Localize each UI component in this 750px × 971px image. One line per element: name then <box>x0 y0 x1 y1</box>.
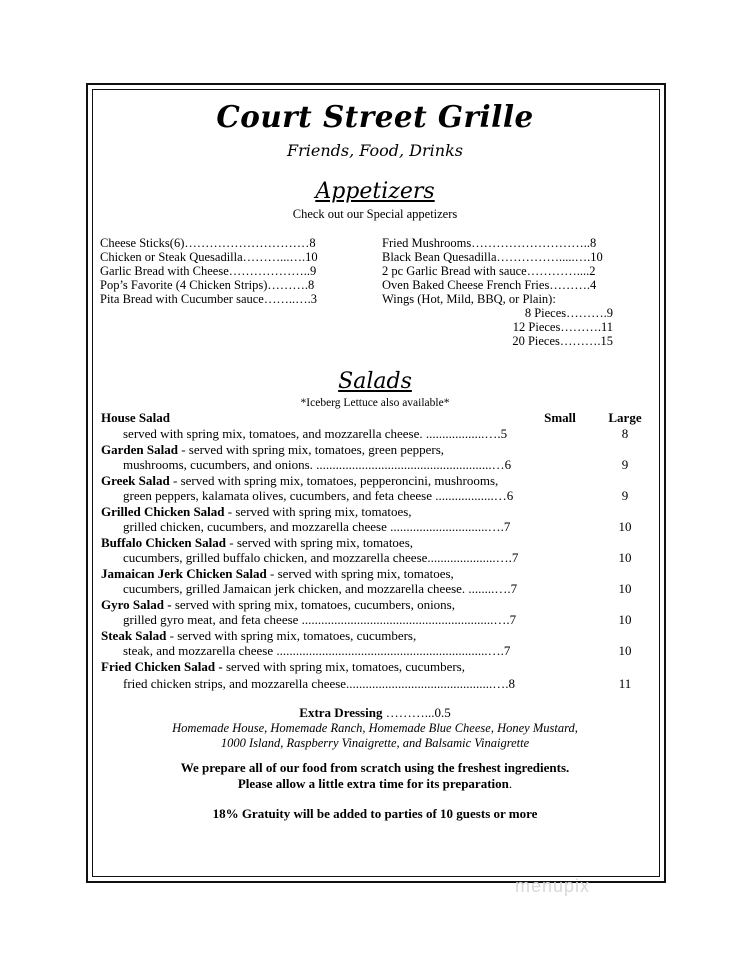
salad-description: green peppers, kalamata olives, cucumbers, and feta cheese ..................…6 <box>123 488 514 503</box>
salad-name: House Salad <box>101 410 170 425</box>
salad-name: Buffalo Chicken Salad <box>101 535 226 550</box>
salad-description: cucumbers, grilled buffalo chicken, and mozzarella cheese.....................….7 <box>123 550 519 565</box>
menu-item: Black Bean Quesadilla…………….....….10 <box>382 250 603 264</box>
salad-description: fried chicken strips, and mozzarella cheese.............................................….8 <box>123 676 516 691</box>
extra-dressing-price: ………...0.5 <box>382 705 451 720</box>
dressing-options-line-2: 1000 Island, Raspberry Vinaigrette, and Balsamic Vinaigrette <box>220 736 530 750</box>
preparation-note-period: . <box>508 776 513 791</box>
appetizers-left-column <box>100 236 318 306</box>
gratuity-note: 18% Gratuity will be added to parties of 10 guests or more <box>212 806 538 821</box>
salad-name: Gyro Salad - <box>101 597 172 612</box>
salad-title-line <box>101 442 444 458</box>
salads-heading: Salads <box>338 369 412 394</box>
menu-item: 2 pc Garlic Bread with sauce…………....2 <box>382 264 596 278</box>
salad-name: Garden Salad <box>101 442 178 457</box>
salad-large-price: 8 <box>621 426 629 441</box>
salads-subheading: *Iceberg Lettuce also available* <box>300 397 450 409</box>
salad-large-price: 10 <box>618 612 632 627</box>
salad-name: Jamaican Jerk Chicken Salad <box>101 566 267 581</box>
salad-name: Steak Salad <box>101 628 167 643</box>
restaurant-title: Court Street Grille <box>216 100 534 135</box>
salad-intro: - served with spring mix, tomatoes, cucumbers, <box>166 628 417 643</box>
preparation-note-line <box>0 776 750 792</box>
menu-item: Oven Baked Cheese French Fries……….4 <box>382 278 597 292</box>
salad-name: Grilled Chicken Salad <box>101 504 225 519</box>
salad-name: Fried Chicken Salad - <box>101 659 223 674</box>
salad-title-line <box>101 504 412 520</box>
salad-large-price: 10 <box>618 581 632 596</box>
salad-title-line <box>101 628 416 644</box>
salad-title-line <box>101 535 413 551</box>
salad-description: served with spring mix, tomatoes, and mozzarella cheese. ..................….5 <box>123 426 508 441</box>
salad-title-line <box>101 566 454 582</box>
salad-intro: served with spring mix, tomatoes, cucumbers, onions, <box>171 597 455 612</box>
extra-dressing-line <box>0 705 750 721</box>
salad-description: grilled chicken, cucumbers, and mozzarella cheese ..............................….7 <box>123 519 511 534</box>
salad-description: steak, and mozzarella cheese .................................................................….7 <box>123 643 511 658</box>
salad-large-price: 9 <box>621 488 629 503</box>
salad-large-price: 9 <box>621 457 629 472</box>
salad-description: mushrooms, cucumbers, and onions. ......................................................…6 <box>123 457 512 472</box>
tagline: Friends, Food, Drinks <box>287 141 463 160</box>
salad-intro: - served with spring mix, tomatoes, <box>225 535 414 550</box>
wings-pieces-list <box>512 306 613 348</box>
appetizers-heading: Appetizers <box>315 179 435 204</box>
menu-item: Cheese Sticks(6)…………………………8 <box>100 236 316 250</box>
extra-dressing-label: Extra Dressing <box>299 705 383 720</box>
column-small-header: Small <box>544 410 576 425</box>
menu-item: Garlic Bread with Cheese………………..9 <box>100 264 317 278</box>
column-large-header: Large <box>608 410 642 425</box>
menu-item: Fried Mushrooms………………………..8 <box>382 236 597 250</box>
salad-large-price: 10 <box>618 550 632 565</box>
salad-large-price: 10 <box>618 519 632 534</box>
appetizers-right-column <box>382 236 603 306</box>
salad-name: Greek Salad <box>101 473 170 488</box>
preparation-note: Please allow a little extra time for its preparation <box>237 776 509 791</box>
salad-title-line <box>101 473 498 489</box>
appetizers-subheading: Check out our Special appetizers <box>292 207 458 221</box>
salad-intro: - served with spring mix, tomatoes, pepperoncini, mushrooms, <box>169 473 499 488</box>
wings-option: 20 Pieces……….15 <box>512 334 613 348</box>
salad-intro: - served with spring mix, tomatoes, <box>224 504 412 519</box>
salad-description: grilled gyro meat, and feta cheese ...........................................................….7 <box>123 612 517 627</box>
menu-item: Pita Bread with Cucumber sauce……..….3 <box>100 292 317 306</box>
menu-item: Pop’s Favorite (4 Chicken Strips)……….8 <box>100 278 315 292</box>
salad-large-price: 10 <box>618 643 632 658</box>
salad-title-line <box>101 597 455 613</box>
dressing-options-line-1: Homemade House, Homemade Ranch, Homemade Blue Cheese, Honey Mustard, <box>172 721 578 735</box>
salad-large-price: 11 <box>618 676 632 691</box>
menu-item: Wings (Hot, Mild, BBQ, or Plain): <box>382 292 556 306</box>
fresh-ingredients-note: We prepare all of our food from scratch using the freshest ingredients. <box>180 760 570 775</box>
salad-title-line <box>101 659 465 675</box>
salad-intro: - served with spring mix, tomatoes, green peppers, <box>177 442 445 457</box>
wings-option: 8 Pieces……….9 <box>524 306 613 320</box>
wings-option: 12 Pieces……….11 <box>512 320 613 334</box>
watermark: menupix <box>515 876 591 896</box>
salad-intro: served with spring mix, tomatoes, cucumbers, <box>222 659 465 674</box>
menu-item: Chicken or Steak Quesadilla………...….10 <box>100 250 318 264</box>
salad-intro: - served with spring mix, tomatoes, <box>266 566 454 581</box>
salad-description: cucumbers, grilled Jamaican jerk chicken, and mozzarella cheese. ........….7 <box>123 581 518 596</box>
